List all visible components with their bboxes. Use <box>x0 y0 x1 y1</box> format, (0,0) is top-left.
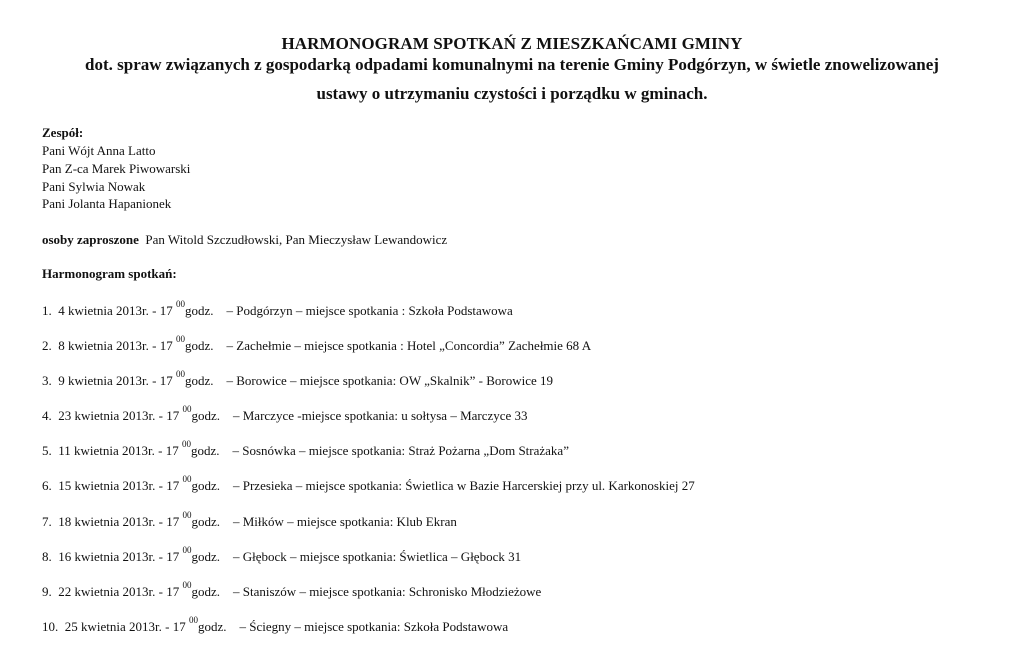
document-title: HARMONOGRAM SPOTKAŃ Z MIESZKAŃCAMI GMINY <box>281 34 743 53</box>
team-member: Pan Z-ca Marek Piwowarski <box>42 160 191 176</box>
schedule-item-number: 10. <box>42 618 59 634</box>
schedule-item-date: 15 kwietnia 2013r. - <box>58 478 163 494</box>
schedule-item-place: – Staniszów – miejsce spotkania: Schronisko Młodzieżowe <box>233 583 542 599</box>
schedule-item-date: 4 kwietnia 2013r. - <box>58 303 157 318</box>
schedule-item <box>42 436 695 471</box>
schedule-item-date: 11 kwietnia 2013r. - <box>58 443 163 459</box>
schedule-item-hour: 17 <box>166 478 180 494</box>
schedule-item-minutes: 00 <box>182 544 192 555</box>
schedule-item-number: 4. <box>42 408 52 424</box>
schedule-item-number: 3. <box>42 373 52 389</box>
schedule-item-unit: godz. <box>191 478 220 494</box>
schedule-item-number: 1. <box>42 303 52 318</box>
schedule-item-place: – Borowice – miejsce spotkania: OW „Skalnik” - Borowice 19 <box>226 373 553 389</box>
schedule-item-place: – Sosnówka – miejsce spotkania: Straż Pożarna „Dom Strażaka” <box>232 443 569 459</box>
schedule-item <box>42 542 695 577</box>
schedule-item-place: – Przesieka – miejsce spotkania: Świetlica w Bazie Harcerskiej przy ul. Karkonoskiej 27 <box>233 478 695 494</box>
schedule-item-number: 6. <box>42 478 52 494</box>
schedule-item-date: 18 kwietnia 2013r. - <box>58 513 163 529</box>
schedule-item-unit: godz. <box>191 548 220 564</box>
schedule-item-minutes: 00 <box>182 509 192 520</box>
schedule-item <box>42 296 695 331</box>
schedule-item-unit: godz. <box>191 583 220 599</box>
invited-guests <box>42 231 447 249</box>
schedule-item-minutes: 00 <box>175 369 185 380</box>
schedule-item-hour: 17 <box>166 408 180 424</box>
schedule-item-number: 5. <box>42 443 52 459</box>
invited-guests-names: Pan Witold Szczudłowski, Pan Mieczysław Lewandowicz <box>145 232 448 247</box>
schedule-item-place: – Podgórzyn – miejsce spotkania : Szkoła Podstawowa <box>226 303 513 318</box>
schedule-item-unit: godz. <box>191 408 220 424</box>
schedule-item-place: – Marczyce -miejsce spotkania: u sołtysa – Marczyce 33 <box>233 408 528 424</box>
schedule-item <box>42 331 695 366</box>
schedule-item-unit: godz. <box>184 373 214 389</box>
team-member: Pani Wójt Anna Latto <box>42 143 156 158</box>
schedule-item-minutes: 00 <box>188 614 198 625</box>
schedule-item-date: 25 kwietnia 2013r. - <box>64 618 170 634</box>
schedule-item-unit: godz. <box>197 618 227 634</box>
document-subtitle-line1: dot. spraw związanych z gospodarką odpadami komunalnymi na terenie Gminy Podgórzyn, w świetle znowelizowanej <box>85 55 939 74</box>
schedule-heading: Harmonogram spotkań: <box>42 266 177 281</box>
schedule-item-hour: 17 <box>166 583 180 599</box>
schedule-item-hour: 17 <box>166 548 180 564</box>
schedule-item-hour: 17 <box>159 373 173 389</box>
schedule-item-minutes: 00 <box>182 579 192 590</box>
schedule-item <box>42 366 695 401</box>
schedule-item <box>42 507 695 542</box>
schedule-item-minutes: 00 <box>175 299 185 309</box>
schedule-item-hour: 17 <box>165 443 179 459</box>
schedule-item-number: 9. <box>42 583 52 599</box>
schedule-item-date: 16 kwietnia 2013r. - <box>58 548 163 564</box>
invited-guests-label: osoby zaproszone <box>42 232 139 247</box>
schedule-item-minutes: 00 <box>175 334 185 345</box>
schedule-item <box>42 577 695 612</box>
schedule-item-unit: godz. <box>190 443 220 459</box>
schedule-item-minutes: 00 <box>182 404 192 415</box>
schedule-item <box>42 401 695 436</box>
schedule-item-hour: 17 <box>172 618 186 634</box>
schedule-item-place: – Głębock – miejsce spotkania: Świetlica – Głębock 31 <box>233 548 522 564</box>
schedule-item-place: – Ściegny – miejsce spotkania: Szkoła Podstawowa <box>239 618 509 634</box>
schedule-list <box>42 296 695 647</box>
schedule-item-minutes: 00 <box>182 474 192 485</box>
schedule-item-date: 9 kwietnia 2013r. - <box>58 373 157 389</box>
schedule-item-number: 7. <box>42 513 52 529</box>
team-member: Pani Sylwia Nowak <box>42 178 146 194</box>
schedule-item-hour: 17 <box>159 303 173 318</box>
schedule-item-date: 22 kwietnia 2013r. - <box>58 583 163 599</box>
document-subtitle-line2: ustawy o utrzymaniu czystości i porządku w gminach. <box>316 84 708 103</box>
schedule-item-place: – Miłków – miejsce spotkania: Klub Ekran <box>233 513 457 529</box>
schedule-item-unit: godz. <box>184 338 214 354</box>
schedule-item-date: 23 kwietnia 2013r. - <box>58 408 163 424</box>
team-list <box>42 142 190 213</box>
schedule-item-number: 8. <box>42 548 52 564</box>
schedule-item <box>42 471 695 506</box>
schedule-item-unit: godz. <box>184 303 214 318</box>
schedule-item-hour: 17 <box>159 338 173 354</box>
team-heading: Zespół: <box>42 125 84 140</box>
team-member: Pani Jolanta Hapanionek <box>42 196 172 212</box>
schedule-item-unit: godz. <box>191 513 220 529</box>
schedule-item <box>42 612 695 647</box>
schedule-item-hour: 17 <box>166 513 180 529</box>
schedule-item-minutes: 00 <box>181 439 191 450</box>
schedule-item-place: – Zachełmie – miejsce spotkania : Hotel „Concordia” Zachełmie 68 A <box>226 338 592 354</box>
schedule-item-date: 8 kwietnia 2013r. - <box>58 338 157 354</box>
schedule-item-number: 2. <box>42 338 52 354</box>
